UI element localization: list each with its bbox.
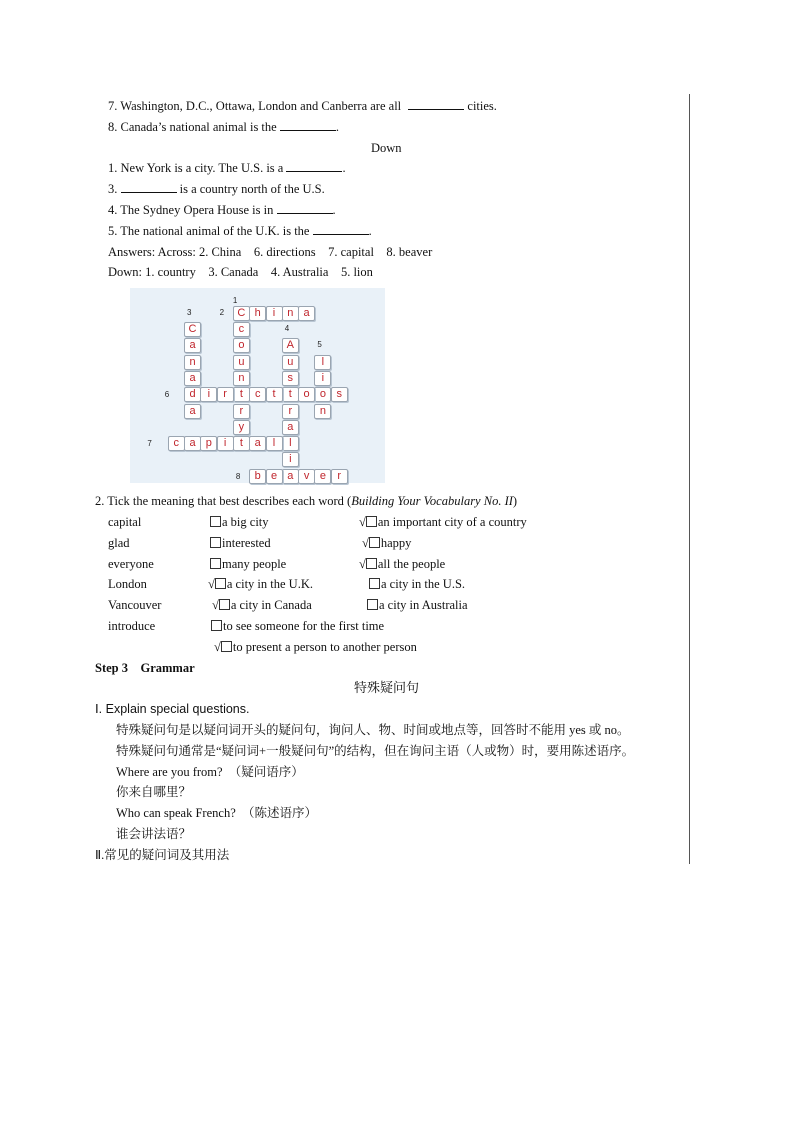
vocab-title-end: ) [512, 494, 518, 508]
checkbox-icon[interactable] [366, 558, 377, 569]
crossword-cell: c [168, 436, 185, 451]
crossword-cell: h [249, 306, 266, 321]
crossword-cell: b [249, 469, 266, 484]
crossword-cell: o [233, 338, 250, 353]
checkbox-icon[interactable] [366, 516, 377, 527]
vocab-option-text: a big city [222, 515, 269, 529]
crossword-cell: i [200, 387, 217, 402]
vocab-word: London [108, 577, 147, 591]
right-margin-line [689, 94, 690, 864]
down-q1-text: 1. New York is a city. The U.S. is a [108, 161, 284, 175]
down-q3 [108, 181, 325, 197]
checkbox-icon[interactable] [367, 599, 378, 610]
step-title: Grammar [140, 661, 195, 675]
step3-heading [95, 660, 195, 676]
vocab-word: capital [108, 515, 142, 529]
checkbox-icon[interactable] [221, 641, 232, 652]
crossword-cell: n [184, 355, 201, 370]
answers-line-1: Answers: Across: 2. China 6. directions 7. capital 8. beaver [108, 245, 433, 259]
vocab-word: introduce [108, 619, 156, 633]
vocab-option [362, 535, 411, 551]
example-2-translation: 谁会讲法语？ [116, 827, 192, 841]
q8-end: . [335, 120, 339, 134]
vocab-option-text: many people [222, 557, 287, 571]
down-heading: Down [371, 141, 402, 155]
tick-mark-icon: √ [362, 536, 369, 550]
grammar-paragraph-1: 特殊疑问句是以疑问词开头的疑问句，询问人、物、时间或地点等，回答时不能用 yes 或 no。 [116, 723, 630, 737]
crossword-cell: c [233, 322, 250, 337]
vocab-option [214, 639, 417, 655]
down-q4-end: . [332, 203, 336, 217]
vocab-option-text: to present a person to another person [232, 640, 417, 654]
down-q5-blank [313, 223, 369, 235]
crossword-cell: a [184, 371, 201, 386]
down-q4-text: 4. The Sydney Opera House is in [108, 203, 274, 217]
vocab-title-book: Building Your Vocabulary No. II [351, 494, 513, 508]
crossword-cell: t [282, 387, 299, 402]
down-q5-text: 5. The national animal of the U.K. is the [108, 224, 310, 238]
vocab-option [212, 597, 312, 613]
grammar-title: 特殊疑问句 [354, 680, 420, 695]
crossword-cell: t [233, 387, 250, 402]
example-2: Who can speak French? （陈述语序） [116, 806, 317, 820]
crossword-cell: a [282, 420, 299, 435]
crossword-cell: n [233, 371, 250, 386]
section-1-heading: Ⅰ. Explain special questions. [95, 702, 250, 716]
crossword-cell: a [184, 404, 201, 419]
crossword-cell: a [249, 436, 266, 451]
vocab-option-text: an important city of a country [377, 515, 527, 529]
down-q1 [108, 160, 346, 176]
crossword-cell: C [233, 306, 250, 321]
clue-number: 6 [164, 390, 170, 400]
clue-number: 8 [235, 471, 241, 481]
crossword-cell: u [233, 355, 250, 370]
checkbox-icon[interactable] [210, 537, 221, 548]
crossword-cell: c [249, 387, 266, 402]
q7-text: 7. Washington, D.C., Ottawa, London and Canberra are all [108, 99, 402, 113]
vocab-word: Vancouver [108, 598, 162, 612]
example-1: Where are you from? （疑问语序） [116, 765, 304, 779]
q8-blank [280, 119, 336, 131]
crossword-cell: i [314, 371, 331, 386]
tick-mark-icon: √ [212, 598, 219, 612]
crossword-cell: i [217, 436, 234, 451]
vocab-title [95, 493, 517, 509]
vocab-option-text: a city in the U.K. [226, 577, 313, 591]
q8-text: 8. Canada’s national animal is the [108, 120, 277, 134]
vocab-option [359, 514, 527, 530]
checkbox-icon[interactable] [369, 578, 380, 589]
q7-end: cities. [464, 99, 497, 113]
crossword-cell: a [184, 436, 201, 451]
step-number: Step 3 [95, 661, 128, 675]
down-q5-end: . [368, 224, 372, 238]
crossword-cell: e [314, 469, 331, 484]
example-1-translation: 你来自哪里？ [116, 785, 192, 799]
crossword-cell: n [282, 306, 299, 321]
vocab-word: glad [108, 536, 130, 550]
vocab-option-text: to see someone for the first time [223, 619, 385, 633]
down-q4 [108, 202, 336, 218]
clue-number: 5 [317, 340, 322, 350]
crossword-cell: i [266, 306, 283, 321]
section-2-heading: Ⅱ.常见的疑问词及其用法 [95, 848, 230, 862]
crossword-cell: y [233, 420, 250, 435]
crossword-cell: o [314, 387, 331, 402]
crossword-cell: v [298, 469, 315, 484]
vocab-option [367, 597, 468, 613]
vocab-title-text: 2. Tick the meaning that best describes each word ( [95, 494, 352, 508]
clue-number: 2 [219, 307, 225, 317]
down-q1-blank [286, 160, 342, 172]
crossword-cell: A [282, 338, 299, 353]
vocab-option [210, 556, 286, 572]
crossword-cell: C [184, 322, 201, 337]
crossword-cell: r [233, 404, 250, 419]
crossword-cell: a [282, 469, 299, 484]
across-q7 [108, 98, 497, 114]
crossword-cell: s [331, 387, 348, 402]
answers-line-2: Down: 1. country 3. Canada 4. Australia 5. lion [108, 265, 373, 279]
crossword-cell: r [282, 404, 299, 419]
vocab-option-text: happy [380, 536, 412, 550]
vocab-word: everyone [108, 557, 154, 571]
crossword-cell: d [184, 387, 201, 402]
crossword-cell: i [282, 452, 299, 467]
crossword-cell: t [266, 387, 283, 402]
vocab-option-text: a city in the U.S. [381, 577, 466, 591]
crossword-cell: e [266, 469, 283, 484]
crossword-cell: l [266, 436, 283, 451]
vocab-option [210, 535, 271, 551]
crossword-cell: r [331, 469, 348, 484]
clue-number: 7 [147, 439, 152, 449]
crossword-cell: l [282, 436, 299, 451]
tick-mark-icon: √ [214, 640, 221, 654]
down-q3-blank [121, 181, 177, 193]
checkbox-icon[interactable] [210, 516, 221, 527]
checkbox-icon[interactable] [219, 599, 230, 610]
tick-mark-icon: √ [208, 577, 215, 591]
down-q3-num: 3. [108, 182, 118, 196]
crossword-cell: a [298, 306, 315, 321]
vocab-option [359, 556, 445, 572]
crossword-cell: u [282, 355, 299, 370]
crossword-cell: r [217, 387, 234, 402]
crossword-puzzle [130, 288, 385, 483]
tick-mark-icon: √ [359, 557, 366, 571]
tick-mark-icon: √ [359, 515, 366, 529]
down-q3-text: is a country north of the U.S. [176, 182, 325, 196]
checkbox-icon[interactable] [210, 558, 221, 569]
q7-blank [408, 98, 464, 110]
crossword-cell: s [282, 371, 299, 386]
vocab-option-text: a city in Australia [379, 598, 468, 612]
vocab-option [208, 576, 313, 592]
down-q4-blank [277, 202, 333, 214]
crossword-cell: p [200, 436, 217, 451]
crossword-cell: o [298, 387, 315, 402]
checkbox-icon[interactable] [369, 537, 380, 548]
down-q5 [108, 223, 372, 239]
vocab-option-text: interested [222, 536, 271, 550]
clue-number: 3 [187, 307, 192, 317]
vocab-option [211, 618, 384, 634]
down-q1-end: . [342, 161, 346, 175]
across-q8 [108, 119, 339, 135]
crossword-cell: l [314, 355, 331, 370]
crossword-cell: a [184, 338, 201, 353]
crossword-cell: t [233, 436, 250, 451]
vocab-option [369, 576, 465, 592]
clue-number: 4 [284, 324, 290, 333]
vocab-option [210, 514, 269, 530]
grammar-paragraph-2: 特殊疑问句通常是“疑问词+一般疑问句”的结构，但在询问主语（人或物）时，要用陈述语序。 [116, 744, 635, 758]
vocab-option-text: a city in Canada [230, 598, 312, 612]
clue-number: 1 [232, 295, 238, 305]
vocab-option-text: all the people [377, 557, 446, 571]
checkbox-icon[interactable] [215, 578, 226, 589]
crossword-cell: n [314, 404, 331, 419]
checkbox-icon[interactable] [211, 620, 222, 631]
